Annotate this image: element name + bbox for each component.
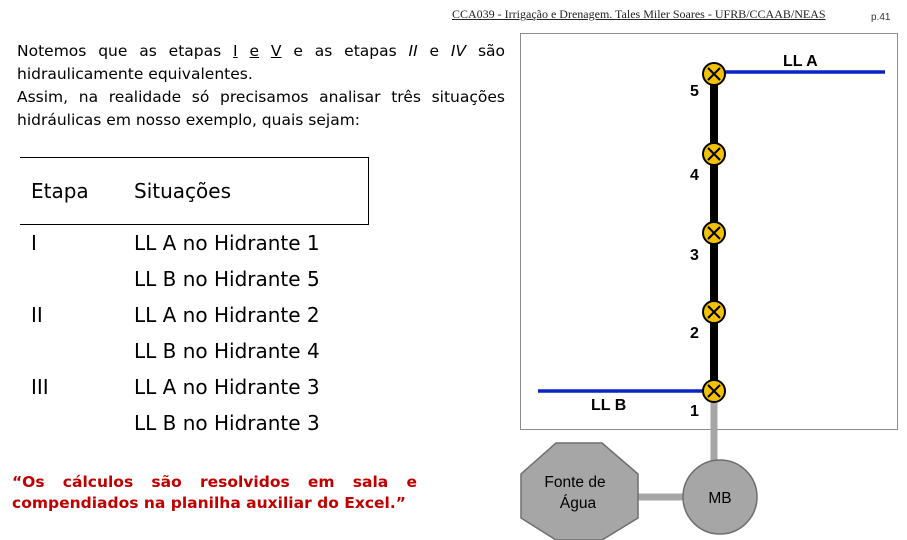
intro-paragraph-1: Notemos que as etapas I e V e as etapas II e IV são hidraulicamente equivalentes. [17, 42, 506, 83]
etapa-ii-ref: II [408, 42, 418, 60]
water-source-label-1: Fonte de [544, 474, 606, 491]
hydrant-2-icon [703, 301, 725, 323]
llb-label: LL B [591, 397, 627, 414]
etapa-iv-ref: IV [450, 42, 467, 60]
hydrant-2-label: 2 [690, 325, 699, 342]
page-number: p.41 [871, 12, 891, 23]
situacao-cell: LL A no Hidrante 1 LL B no Hidrante 5 [134, 231, 320, 291]
etapa-i-ref: I [233, 42, 238, 60]
water-source-shape [521, 443, 638, 540]
table-header-situacoes: Situações [126, 158, 369, 225]
conjunction-e: e [249, 42, 260, 60]
etapa-cell: III [31, 375, 49, 399]
water-source-label-2: Água [559, 495, 597, 512]
lla-label: LL A [783, 53, 818, 70]
hydrant-1-icon [703, 380, 725, 402]
etapa-cell: II [31, 303, 43, 327]
hydrant-5-label: 5 [690, 83, 699, 100]
hydrant-4-label: 4 [690, 167, 699, 184]
red-quote-note: “Os cálculos são resolvidos em sala e compendiados na planilha auxiliar do Excel.” [12, 473, 417, 512]
intro-paragraph-2: Assim, na realidade só precisamos analisar três situações hidráulicas em nosso exemplo, quais sejam: [17, 88, 505, 129]
pump-label: MB [708, 490, 732, 507]
situacao-cell: LL A no Hidrante 2 LL B no Hidrante 4 [134, 303, 320, 363]
page-header: CCA039 - Irrigação e Drenagem. Tales Miler Soares - UFRB/CCAAB/NEAS [452, 7, 826, 21]
table-header-etapa: Etapa [20, 158, 126, 225]
hydrant-5-icon [703, 63, 725, 85]
etapa-cell: I [31, 231, 37, 255]
hydrant-4-icon [703, 143, 725, 165]
hydrant-1-label: 1 [690, 403, 699, 420]
situacao-cell: LL A no Hidrante 3 LL B no Hidrante 3 [134, 375, 320, 435]
etapa-v-ref: V [270, 42, 282, 60]
hydrant-3-label: 3 [690, 247, 699, 264]
hydrant-3-icon [703, 222, 725, 244]
